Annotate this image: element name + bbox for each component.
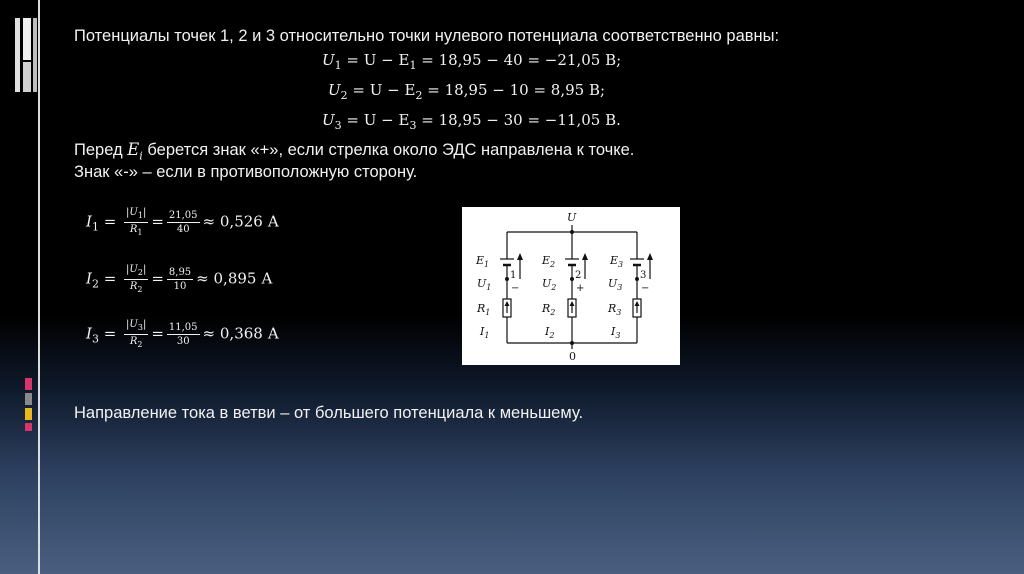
potential-eq-3: $U_3 = U - E_3 = 18,95 - 30 = -11,05$ В. (322, 111, 621, 132)
current-eq-1: $I_1$ = $\frac{|U_1|}{R_1}$ = $\frac{21,05}{40}$ ≈ 0,526 А (86, 207, 279, 237)
node-1-label: 1 (510, 270, 517, 281)
sign-2-label: + (576, 283, 585, 294)
u2-label: $U_2$ (542, 277, 557, 292)
sign-rule-line2: Знак «-» – если в противоположную сторону. (74, 163, 418, 181)
r2-label: $R_2$ (542, 302, 556, 317)
circuit-svg (462, 207, 680, 365)
i1-label: $I_1$ (480, 325, 490, 340)
e1-label: $E_1$ (476, 254, 490, 269)
i3-label: $I_3$ (611, 325, 621, 340)
e3-label: $E_3$ (610, 254, 624, 269)
conclusion-text: Направление тока в ветви – от большего потенциала к меньшему. (74, 404, 584, 422)
sign-rule-line1: Перед $E_i$ берется знак «+», если стрелка около ЭДС направлена к точке. (74, 140, 635, 163)
potential-eq-2: $U_2 = U - E_2 = 18,95 - 10 = 8,95$ В; (328, 81, 606, 102)
i2-label: $I_2$ (545, 325, 555, 340)
r1-label: $R_1$ (477, 302, 491, 317)
node-u-label: U (567, 211, 577, 224)
node-2-label: 2 (575, 270, 582, 281)
sign-1-label: − (511, 283, 520, 294)
node-3-label: 3 (640, 270, 647, 281)
potential-eq-1: $U_1 = U - E_1 = 18,95 - 40 = -21,05$ В; (322, 51, 622, 72)
current-eq-2: $I_2$ = $\frac{|U_2|}{R_2}$ = $\frac{8,95}{10}$ ≈ 0,895 А (86, 264, 273, 294)
u1-label: $U_1$ (477, 277, 492, 292)
circuit-diagram (462, 207, 680, 365)
left-decoration (15, 0, 39, 574)
sign-3-label: − (641, 283, 650, 294)
u3-label: $U_3$ (608, 277, 623, 292)
current-eq-3: $I_3$ = $\frac{|U_3|}{R_2}$ = $\frac{11,05}{30}$ ≈ 0,368 А (86, 319, 279, 349)
node-0-label: 0 (569, 350, 576, 363)
intro-text: Потенциалы точек 1, 2 и 3 относительно точки нулевого потенциала соответственно равны: (74, 27, 780, 45)
e2-label: $E_2$ (542, 254, 556, 269)
r3-label: $R_3$ (608, 302, 622, 317)
